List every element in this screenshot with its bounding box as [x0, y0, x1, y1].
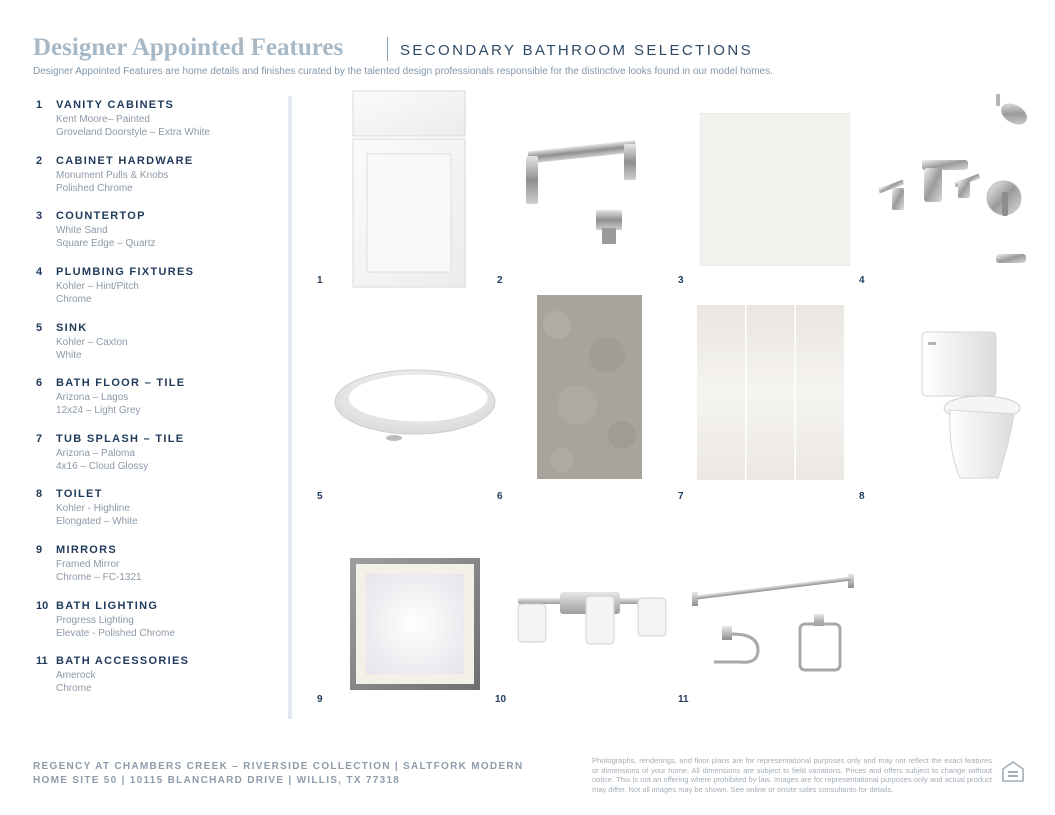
spec-number: 1	[36, 99, 43, 111]
tub-splash-tile-swatch	[697, 305, 844, 480]
spec-detail: Groveland Doorstyle – Extra White	[56, 127, 210, 138]
spec-detail: Framed Mirror	[56, 559, 120, 570]
spec-detail: Chrome	[56, 294, 92, 305]
page-title: Designer Appointed Features	[33, 34, 344, 61]
plumbing-fixtures-image	[872, 88, 1037, 278]
image-number: 2	[497, 275, 503, 286]
image-number: 6	[497, 491, 503, 502]
cabinet-hardware-image	[520, 138, 640, 248]
community-name: REGENCY AT CHAMBERS CREEK – RIVERSIDE COLLECTION | SALTFORK MODERN	[33, 761, 524, 772]
spec-name: BATH LIGHTING	[56, 600, 159, 612]
spec-detail: Chrome – FC-1321	[56, 572, 142, 583]
spec-detail: White Sand	[56, 225, 108, 236]
spec-detail: Polished Chrome	[56, 183, 133, 194]
bath-lighting-image	[512, 588, 668, 646]
image-number: 4	[859, 275, 865, 286]
bath-accessories-image	[688, 570, 860, 675]
spec-number: 6	[36, 377, 43, 389]
spec-number: 10	[36, 600, 49, 612]
image-number: 1	[317, 275, 323, 286]
spec-detail: Amerock	[56, 670, 96, 681]
spec-detail: 4x16 – Cloud Glossy	[56, 461, 149, 472]
title-separator	[387, 37, 388, 61]
spec-number: 11	[36, 655, 48, 667]
spec-name: VANITY CABINETS	[56, 99, 175, 111]
spec-detail: Elevate - Polished Chrome	[56, 628, 175, 639]
image-number: 9	[317, 694, 323, 705]
vertical-divider	[288, 96, 292, 719]
spec-number: 7	[36, 433, 43, 445]
spec-detail: Kohler – Caxton	[56, 337, 128, 348]
countertop-swatch	[700, 113, 850, 266]
spec-name: BATH FLOOR – TILE	[56, 377, 186, 389]
spec-detail: White	[56, 350, 82, 361]
image-number: 3	[678, 275, 684, 286]
spec-detail: Kohler – Hint/Pitch	[56, 281, 139, 292]
spec-detail: Arizona – Paloma	[56, 448, 135, 459]
spec-number: 2	[36, 155, 43, 167]
spec-name: CABINET HARDWARE	[56, 155, 194, 167]
spec-detail: 12x24 – Light Grey	[56, 405, 141, 416]
spec-detail: Kohler - Highline	[56, 503, 130, 514]
legal-disclaimer: Photographs, renderings, and floor plans are for representational purposes only and may not reflect the exact features or dimensions of your home. All dimensions are subject to field variations. Prices and offers subject to change without notice. This is not an offering where prohibited by law. Images are for representational purposes only and actual product may differ. Not all images may be shown. See online or onsite sales consultants for details.	[592, 756, 992, 794]
spec-detail: Kent Moore– Painted	[56, 114, 150, 125]
spec-detail: Elongated – White	[56, 516, 138, 527]
image-number: 11	[678, 694, 689, 705]
page-description: Designer Appointed Features are home details and finishes curated by the talented design professionals responsible for the distinctive looks found in our model homes.	[33, 66, 773, 77]
page-subtitle: SECONDARY BATHROOM SELECTIONS	[400, 42, 753, 59]
spec-name: BATH ACCESSORIES	[56, 655, 190, 667]
spec-detail: Progress Lighting	[56, 615, 134, 626]
spec-number: 4	[36, 266, 43, 278]
equal-housing-icon	[1000, 758, 1026, 784]
spec-number: 8	[36, 488, 43, 500]
spec-name: SINK	[56, 322, 88, 334]
spec-number: 3	[36, 210, 43, 222]
toilet-image	[920, 330, 1025, 480]
spec-name: TUB SPLASH – TILE	[56, 433, 185, 445]
sink-image	[334, 368, 496, 444]
spec-name: TOILET	[56, 488, 103, 500]
mirror-image	[350, 558, 480, 690]
spec-detail: Arizona – Lagos	[56, 392, 129, 403]
vanity-cabinet-image	[352, 90, 466, 288]
spec-number: 9	[36, 544, 43, 556]
spec-detail: Square Edge – Quartz	[56, 238, 156, 249]
image-number: 8	[859, 491, 865, 502]
floor-tile-swatch	[537, 295, 642, 479]
spec-number: 5	[36, 322, 43, 334]
image-number: 5	[317, 491, 323, 502]
spec-name: PLUMBING FIXTURES	[56, 266, 195, 278]
home-site-address: HOME SITE 50 | 10115 BLANCHARD DRIVE | WILLIS, TX 77318	[33, 775, 401, 786]
spec-name: MIRRORS	[56, 544, 118, 556]
spec-detail: Monument Pulls & Knobs	[56, 170, 169, 181]
spec-detail: Chrome	[56, 683, 92, 694]
image-number: 10	[495, 694, 507, 705]
image-number: 7	[678, 491, 684, 502]
spec-name: COUNTERTOP	[56, 210, 146, 222]
